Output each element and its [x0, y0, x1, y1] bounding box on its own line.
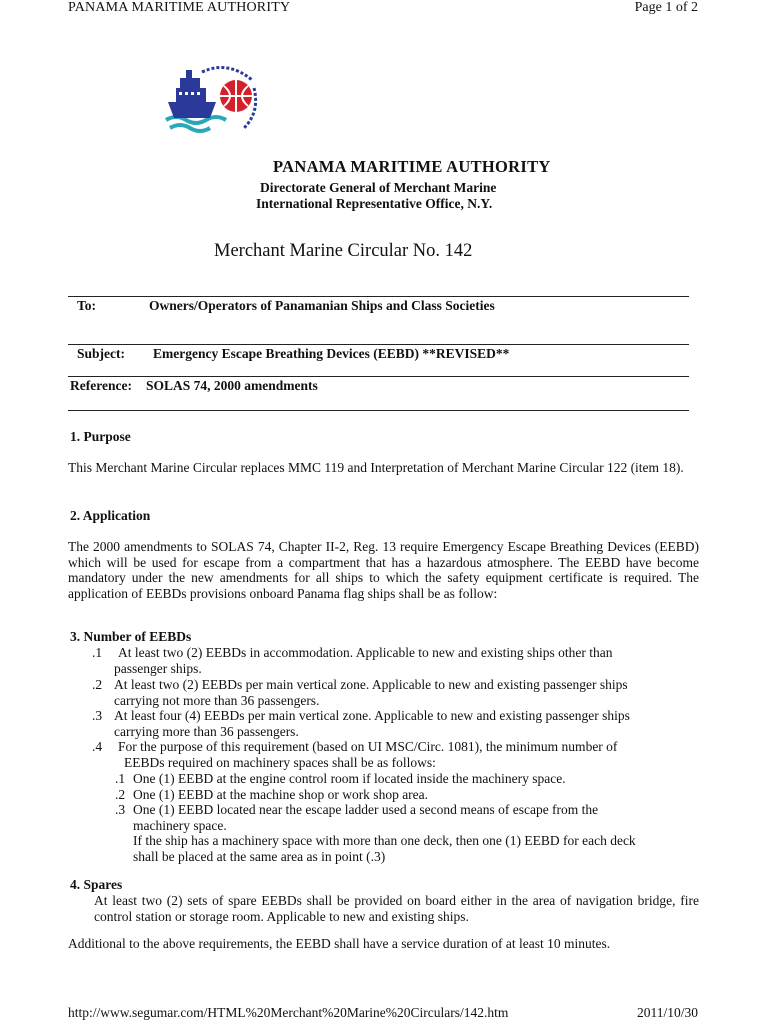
list-item-text: For the purpose of this requirement (based on UI MSC/Circ. 1081), the minimum number of — [118, 739, 618, 754]
reference-value: SOLAS 74, 2000 amendments — [146, 378, 318, 393]
additional-requirements-text: Additional to the above requirements, the EEBD shall have a service duration of at least 10 minutes. — [68, 936, 611, 951]
purpose-text: This Merchant Marine Circular replaces MMC 119 and Interpretation of Merchant Marine Circular 122 (item 18). — [68, 460, 684, 475]
sub-item-text: machinery space. — [133, 817, 227, 833]
sub-item-number: .3 — [115, 802, 126, 817]
letterhead-organization: PANAMA MARITIME AUTHORITY — [273, 157, 551, 176]
letterhead-office: International Representative Office, N.Y. — [256, 196, 493, 211]
running-header-title: PANAMA MARITIME AUTHORITY — [68, 0, 291, 15]
list-item — [92, 708, 702, 740]
list-item-number: .3 — [92, 708, 103, 723]
authority-logo — [162, 62, 258, 142]
sub-item-text: One (1) EEBD located near the escape ladder used a second means of escape from the — [133, 802, 599, 817]
source-url: http://www.segumar.com/HTML%20Merchant%20Marine%20Circulars/142.htm — [68, 1005, 509, 1020]
sub-list-item — [115, 787, 695, 803]
to-label: To: — [77, 298, 97, 313]
list-item-text: carrying more than 36 passengers. — [114, 723, 299, 739]
list-item — [92, 739, 702, 771]
machinery-note — [133, 833, 703, 865]
sub-item-text: One (1) EEBD at the machine shop or work shop area. — [133, 787, 429, 802]
divider — [68, 410, 689, 411]
letterhead-directorate: Directorate General of Merchant Marine — [260, 180, 497, 195]
list-item-text: EEBDs required on machinery spaces shall be as follows: — [124, 754, 436, 770]
section-heading-application: 2. Application — [70, 508, 151, 523]
subject-value: Emergency Escape Breathing Devices (EEBD) **REVISED** — [153, 346, 510, 361]
application-text: The 2000 amendments to SOLAS 74, Chapter II-2, Reg. 13 require Emergency Escape Breathing Devices (EEBD) which will be used for escape from a compartment that has a hazardous atmosphere. The EEBD have become mandatory under the new amendments for all ships to which the safety equipment certificate is required. The application of EEBDs provisions onboard Panama flag ships shall be as follow: — [68, 539, 699, 601]
list-item — [92, 645, 702, 677]
divider — [68, 376, 689, 377]
list-item — [92, 677, 702, 709]
sub-item-text: One (1) EEBD at the engine control room if located inside the machinery space. — [133, 771, 566, 786]
reference-label: Reference: — [70, 378, 132, 393]
spares-text: At least two (2) sets of spare EEBDs shall be provided on board either in the area of navigation bridge, fire control station or storage room. Applicable to new and existing ships. — [94, 893, 699, 924]
list-item-text: At least two (2) EEBDs per main vertical zone. Applicable to new and existing passenger ships — [114, 677, 628, 692]
section-heading-number: 3. Number of EEBDs — [70, 629, 192, 644]
sub-list-item — [115, 802, 695, 834]
note-text: If the ship has a machinery space with more than one deck, then one (1) EEBD for each deck — [133, 833, 636, 848]
subject-label: Subject: — [77, 346, 125, 361]
list-item-number: .2 — [92, 677, 103, 692]
list-item-text: carrying not more than 36 passengers. — [114, 692, 320, 708]
sub-list-item — [115, 771, 695, 787]
to-value: Owners/Operators of Panamanian Ships and Class Societies — [149, 298, 495, 313]
list-item-text: At least two (2) EEBDs in accommodation. Applicable to new and existing ships other than — [118, 645, 613, 660]
print-date: 2011/10/30 — [636, 1005, 698, 1020]
list-item-text: At least four (4) EEBDs per main vertical zone. Applicable to new and existing passenger ships — [114, 708, 630, 723]
note-text: shall be placed at the same area as in point (.3) — [133, 848, 386, 864]
page-number: Page 1 of 2 — [634, 0, 698, 15]
section-heading-purpose: 1. Purpose — [70, 429, 131, 444]
circular-title: Merchant Marine Circular No. 142 — [214, 241, 473, 261]
divider — [68, 296, 689, 297]
list-item-number: .4 — [92, 739, 103, 754]
list-item-number: .1 — [92, 645, 103, 660]
sub-item-number: .2 — [115, 787, 126, 802]
divider — [68, 344, 689, 345]
list-item-text: passenger ships. — [114, 660, 202, 676]
sub-item-number: .1 — [115, 771, 126, 786]
section-heading-spares: 4. Spares — [70, 877, 123, 892]
authority-seal-icon — [162, 62, 258, 142]
